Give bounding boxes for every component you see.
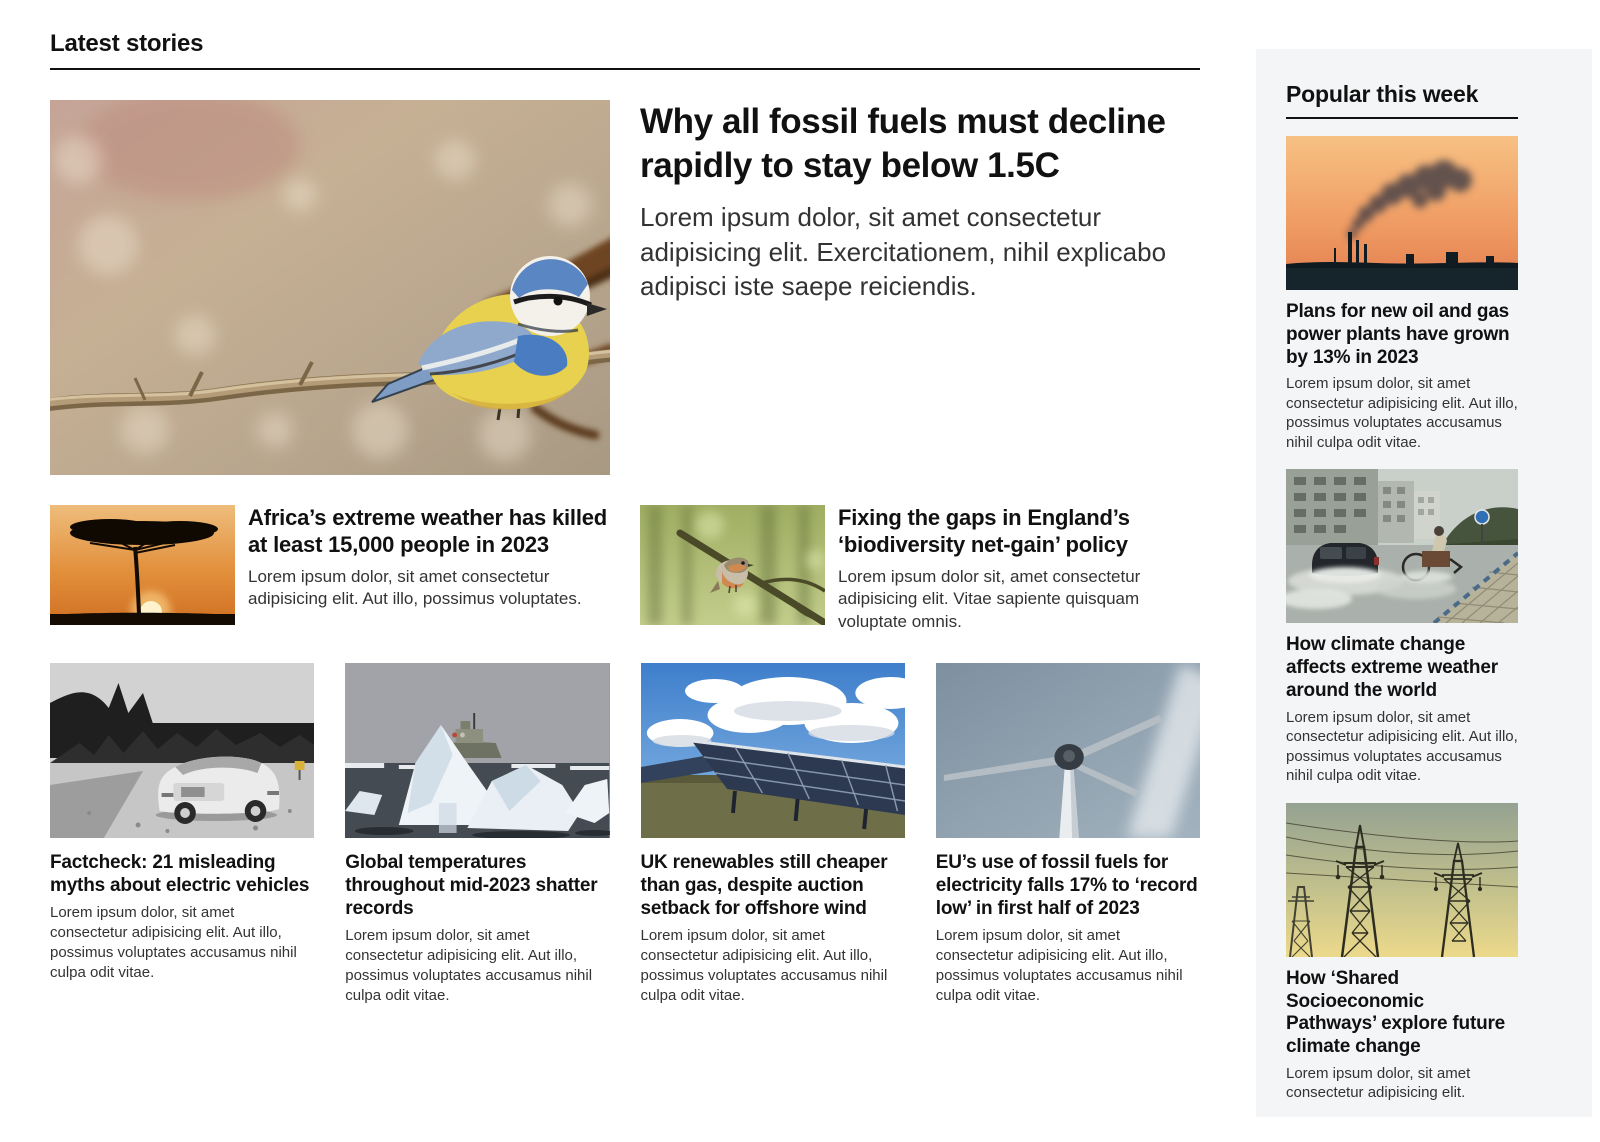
heading-divider [50, 68, 1200, 70]
popular-image-power-plant-sunset[interactable] [1286, 136, 1518, 290]
story-text [838, 505, 1200, 633]
story-excerpt: Lorem ipsum dolor, sit amet consectetur adipisicing elit. [1286, 1064, 1471, 1102]
story-excerpt: Lorem ipsum dolor sit, amet consectetur adipisicing elit. Vitae sapiente quisquam voluptate omnis. [838, 566, 1141, 631]
story-title[interactable]: How climate change affects extreme weather around the world [1286, 634, 1498, 701]
story-image-wind-turbine[interactable] [936, 663, 1200, 838]
story-image-solar-panels[interactable] [641, 663, 905, 838]
story-image-icebergs-ship[interactable] [345, 663, 609, 838]
popular-heading: Popular this week [1286, 81, 1479, 107]
latest-heading: Latest stories [50, 30, 204, 57]
featured-image-blue-tit-bird[interactable] [50, 100, 610, 475]
story-title[interactable]: Plans for new oil and gas power plants have grown by 13% in 2023 [1286, 301, 1510, 368]
story-excerpt: Lorem ipsum dolor, sit amet consectetur adipisicing elit. Aut illo, possimus voluptates accusamus nihil culpa odit vitae. [50, 904, 297, 982]
story-excerpt: Lorem ipsum dolor, sit amet consectetur adipisicing elit. Aut illo, possimus voluptates accusamus nihil culpa odit vitae. [640, 927, 888, 1005]
featured-title[interactable]: Why all fossil fuels must decline rapidly to stay below 1.5C [640, 102, 1166, 186]
medium-stories-row [50, 505, 1200, 633]
story-title[interactable]: UK renewables still cheaper than gas, despite auction setback for offshore wind [640, 851, 888, 920]
story-thumbnail-acacia-sunset[interactable] [50, 505, 235, 625]
story-excerpt: Lorem ipsum dolor, sit amet consectetur adipisicing elit. Aut illo, possimus voluptates. [248, 566, 582, 609]
story-text [248, 505, 610, 633]
story-card-global-temperatures [345, 663, 609, 1006]
story-excerpt: Lorem ipsum dolor, sit amet consectetur adipisicing elit. Aut illo, possimus voluptates accusamus nihil culpa odit vitae. [1286, 708, 1518, 785]
popular-image-flooded-street[interactable] [1286, 469, 1518, 623]
popular-image-electricity-pylons[interactable] [1286, 803, 1518, 957]
featured-text [640, 100, 1200, 475]
story-card-biodiversity-policy [640, 505, 1200, 633]
popular-sidebar [1256, 49, 1592, 1117]
story-thumbnail-robin-forest[interactable] [640, 505, 825, 625]
story-card-eu-fossil-fuels [936, 663, 1200, 1006]
small-stories-row [50, 663, 1200, 1006]
story-title[interactable]: How ‘Shared Socioeconomic Pathways’ explore future climate change [1286, 967, 1506, 1058]
story-card-ev-factcheck [50, 663, 314, 1006]
story-card-uk-renewables [641, 663, 905, 1006]
story-title[interactable]: Fixing the gaps in England’s ‘biodiversity net-gain’ policy [838, 505, 1130, 557]
story-excerpt: Lorem ipsum dolor, sit amet consectetur adipisicing elit. Aut illo, possimus voluptates accusamus nihil culpa odit vitae. [935, 927, 1183, 1005]
story-card-africa-weather [50, 505, 610, 633]
popular-heading-divider [1286, 117, 1518, 119]
story-title[interactable]: Africa’s extreme weather has killed at least 15,000 people in 2023 [248, 505, 608, 557]
popular-card-extreme-weather [1286, 469, 1518, 785]
story-excerpt: Lorem ipsum dolor, sit amet consectetur adipisicing elit. Aut illo, possimus voluptates accusamus nihil culpa odit vitae. [345, 927, 593, 1005]
story-title[interactable]: Factcheck: 21 misleading myths about electric vehicles [50, 851, 310, 897]
story-image-electric-car-snow[interactable] [50, 663, 314, 838]
story-title[interactable]: EU’s use of fossil fuels for electricity falls 17% to ‘record low’ in first half of 2023 [935, 851, 1198, 920]
featured-story [50, 100, 1200, 475]
story-title[interactable]: Global temperatures throughout mid-2023 shatter records [345, 851, 598, 920]
featured-excerpt: Lorem ipsum dolor, sit amet consectetur adipisicing elit. Exercitationem, nihil explicabo adipisci iste saepe reiciendis. [640, 202, 1167, 301]
latest-stories-section [50, 30, 1200, 1006]
popular-card-oil-gas-plants [1286, 136, 1518, 452]
popular-card-ssp-pathways [1286, 803, 1518, 1103]
story-excerpt: Lorem ipsum dolor, sit amet consectetur adipisicing elit. Aut illo, possimus voluptates accusamus nihil culpa odit vitae. [1286, 375, 1518, 451]
